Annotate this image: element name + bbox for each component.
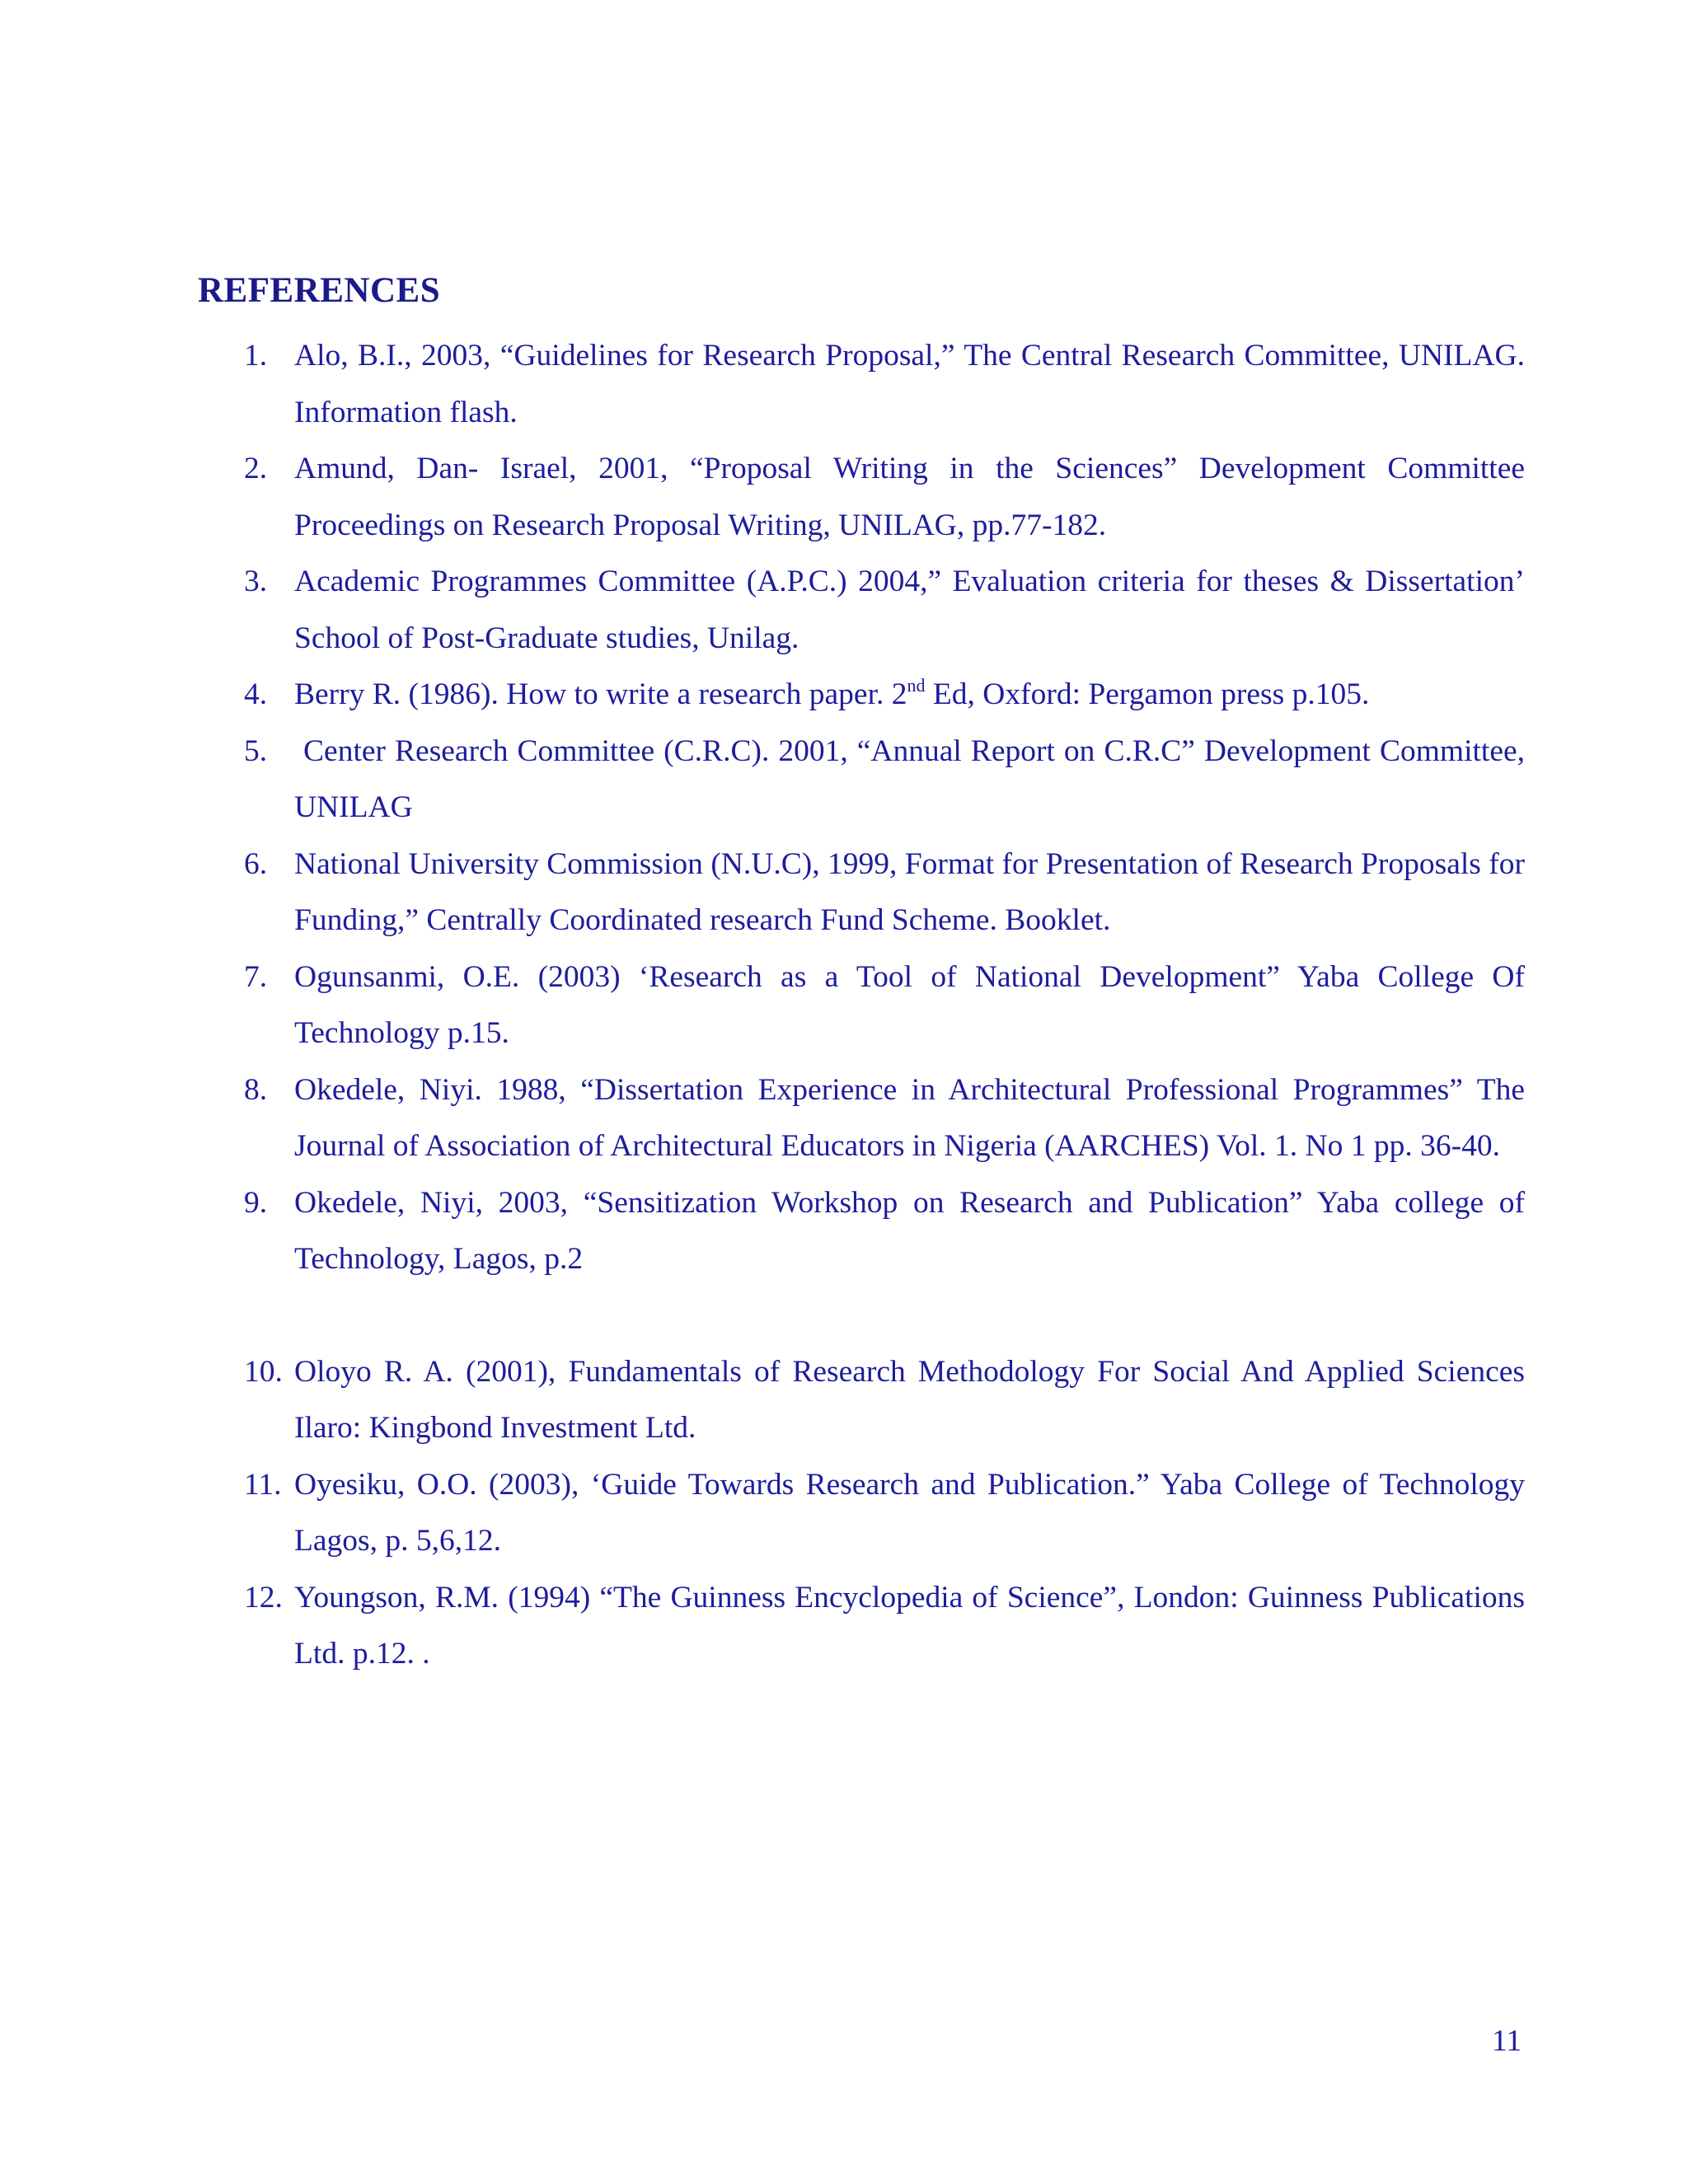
reference-text: Center Research Committee (C.R.C). 2001, “Annual Report on C.R.C” Development Committee, UNILAG (294, 733, 1533, 824)
reference-text-start: Berry R. (1986). How to write a research paper. 2 (294, 677, 907, 711)
reference-item-6 (0, 837, 1688, 949)
ordinal-superscript: nd (907, 675, 926, 696)
reference-number: 9. (244, 1185, 268, 1220)
reference-number: 6. (244, 846, 268, 881)
reference-text: Okedele, Niyi, 2003, “Sensitization Workshop on Research and Publication” Yaba college of Technology, Lagos, p.2 (294, 1185, 1525, 1276)
reference-text: Academic Programmes Committee (A.P.C.) 2004,” Evaluation criteria for theses & Dissertation’ School of Post-Graduate studies, Unilag. (294, 565, 1525, 655)
reference-text: Okedele, Niyi. 1988, “Dissertation Experience in Architectural Professional Programmes” The Journal of Association of Architectural Educators in Nigeria (AARCHES) Vol. 1. No 1 pp. 36-40. (294, 1072, 1525, 1163)
reference-item-2 (0, 441, 1688, 554)
reference-item-9 (0, 1175, 1688, 1288)
reference-number: 8. (244, 1072, 268, 1107)
reference-text: Ogunsanmi, O.E. (2003) ‘Research as a Tool of National Development” Yaba College Of Technology p.15. (294, 959, 1525, 1050)
reference-text: National University Commission (N.U.C), 1999, Format for Presentation of Research Proposals for Funding,” Centrally Coordinated research Fund Scheme. Booklet. (294, 846, 1525, 937)
reference-item-10 (0, 1344, 1688, 1457)
reference-number: 4. (244, 677, 268, 711)
reference-list (0, 328, 1688, 1683)
reference-item-1 (0, 328, 1688, 441)
reference-text: Alo, B.I., 2003, “Guidelines for Research Proposal,” The Central Research Committee, UNILAG. Information flash. (294, 339, 1525, 429)
reference-item-5 (0, 724, 1688, 837)
reference-item-7 (0, 949, 1688, 1062)
reference-number: 11. (244, 1467, 282, 1502)
reference-number: 10. (244, 1354, 283, 1389)
reference-item-8 (0, 1062, 1688, 1175)
reference-item-11 (0, 1457, 1688, 1570)
reference-number: 2. (244, 452, 268, 485)
reference-text: Amund, Dan- Israel, 2001, “Proposal Writing in the Sciences” Development Committee Proceedings on Research Proposal Writing, UNILAG, pp.77-182. (294, 452, 1525, 542)
reference-text (294, 667, 1525, 724)
reference-number: 7. (244, 959, 268, 994)
reference-item-4 (0, 667, 1688, 724)
reference-number: 12. (244, 1580, 283, 1615)
page-heading: REFERENCES (198, 271, 441, 310)
reference-text: Oloyo R. A. (2001), Fundamentals of Research Methodology For Social And Applied Sciences Ilaro: Kingbond Investment Ltd. (294, 1354, 1525, 1445)
reference-text: Oyesiku, O.O. (2003), ‘Guide Towards Research and Publication.” Yaba College of Technology Lagos, p. 5,6,12. (294, 1467, 1525, 1558)
reference-number: 5. (244, 733, 268, 768)
reference-number: 1. (244, 339, 268, 373)
page-number: 11 (1492, 2024, 1522, 2058)
reference-text: Youngson, R.M. (1994) “The Guinness Encyclopedia of Science”, London: Guinness Publications Ltd. p.12. . (294, 1580, 1525, 1671)
reference-text-end: Ed, Oxford: Pergamon press p.105. (925, 677, 1370, 711)
reference-number: 3. (244, 565, 268, 598)
reference-item-3 (0, 554, 1688, 667)
reference-item-12 (0, 1570, 1688, 1683)
